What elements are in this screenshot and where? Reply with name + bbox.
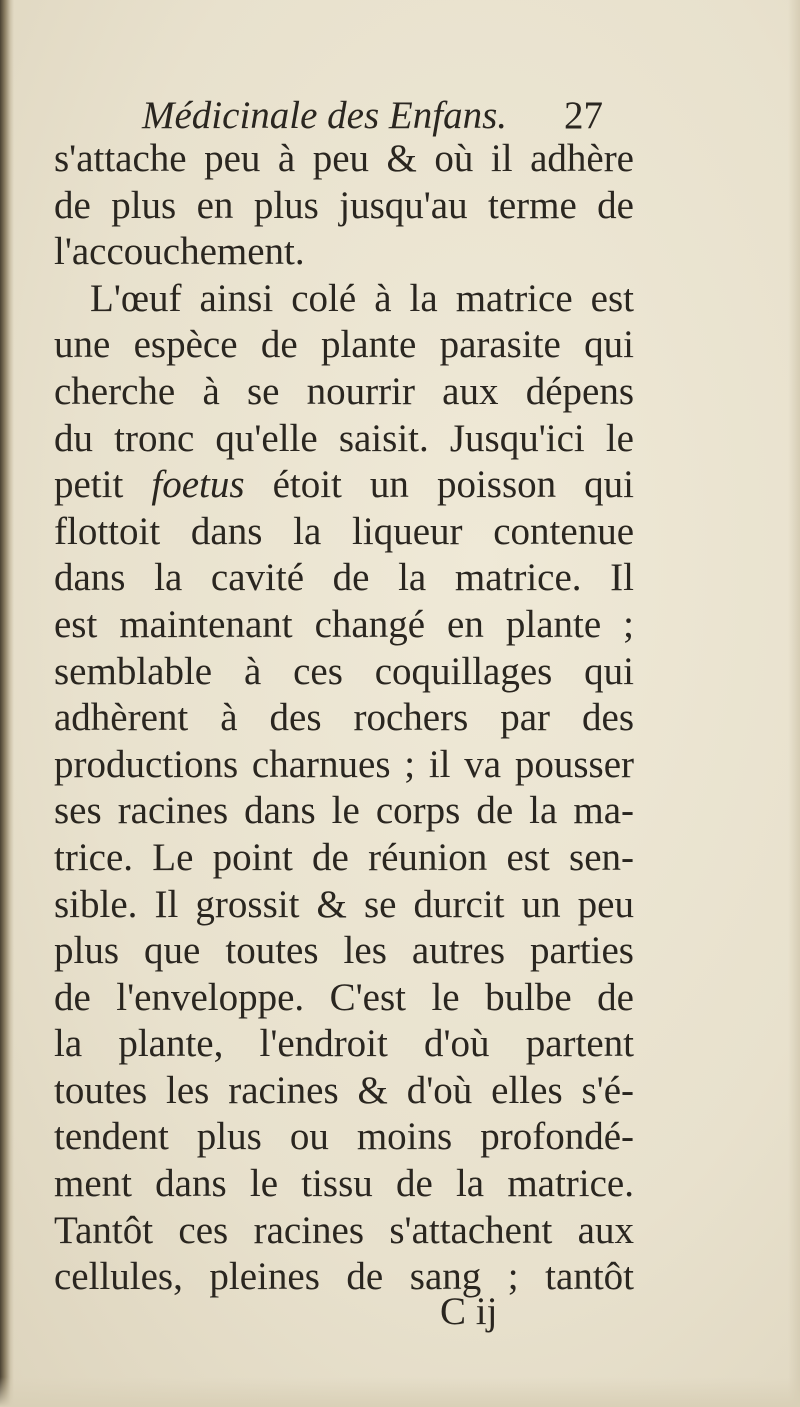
page-number: 27 [564, 94, 603, 137]
text-line: adhèrent à des rochers par des [54, 696, 634, 740]
text-line: sible. Il grossit & se durcit un peu [54, 882, 634, 926]
text-line: toutes les racines & d'où elles s'é- [54, 1068, 634, 1112]
text-line: tendent plus ou moins profondé- [54, 1115, 634, 1159]
text-line: productions charnues ; il va pousser [54, 742, 634, 786]
text-line: trice. Le point de réunion est sen- [54, 835, 634, 879]
signature-mark: C ij [440, 1290, 498, 1333]
text-line: semblable à ces coquillages qui [54, 649, 634, 693]
text-line: cherche à se nourrir aux dépens [54, 369, 634, 413]
page-bottom-edge [0, 1377, 800, 1407]
paragraph-start-line: L'œuf ainsi colé à la matrice est [90, 276, 634, 320]
text-line: ment dans le tissu de la matrice. [54, 1162, 634, 1206]
text-line: ses racines dans le corps de la ma- [54, 789, 634, 833]
text-line: la plante, l'endroit d'où partent [54, 1022, 634, 1066]
text-line: flottoit dans la liqueur contenue [54, 509, 634, 553]
running-head: Médicinale des Enfans. [142, 94, 507, 137]
page-right-edge [788, 0, 800, 1407]
italic-word: foetus [151, 463, 245, 507]
text-line: Tantôt ces racines s'attachent aux [54, 1208, 634, 1252]
text-line: est maintenant changé en plante ; [54, 602, 634, 646]
text-line: l'accouchement. [54, 230, 305, 274]
text-line: de plus en plus jusqu'au terme de [54, 183, 634, 227]
text-line: dans la cavité de la matrice. Il [54, 556, 634, 600]
page-gutter-shadow [0, 0, 14, 1407]
text-line [54, 462, 634, 509]
text-word: petit [54, 463, 124, 507]
text-line: cellules, pleines de sang ; tantôt [54, 1255, 634, 1299]
text-line: une espèce de plante parasite qui [54, 323, 634, 367]
text-line: s'attache peu à peu & où il adhère [54, 137, 634, 180]
text-line: du tronc qu'elle saisit. Jusqu'ici le [54, 416, 634, 460]
text-segment: étoit un poisson qui [272, 463, 634, 507]
text-line: de l'enveloppe. C'est le bulbe de [54, 975, 634, 1019]
body-text [54, 136, 634, 1301]
text-line: plus que toutes les autres parties [54, 929, 634, 973]
